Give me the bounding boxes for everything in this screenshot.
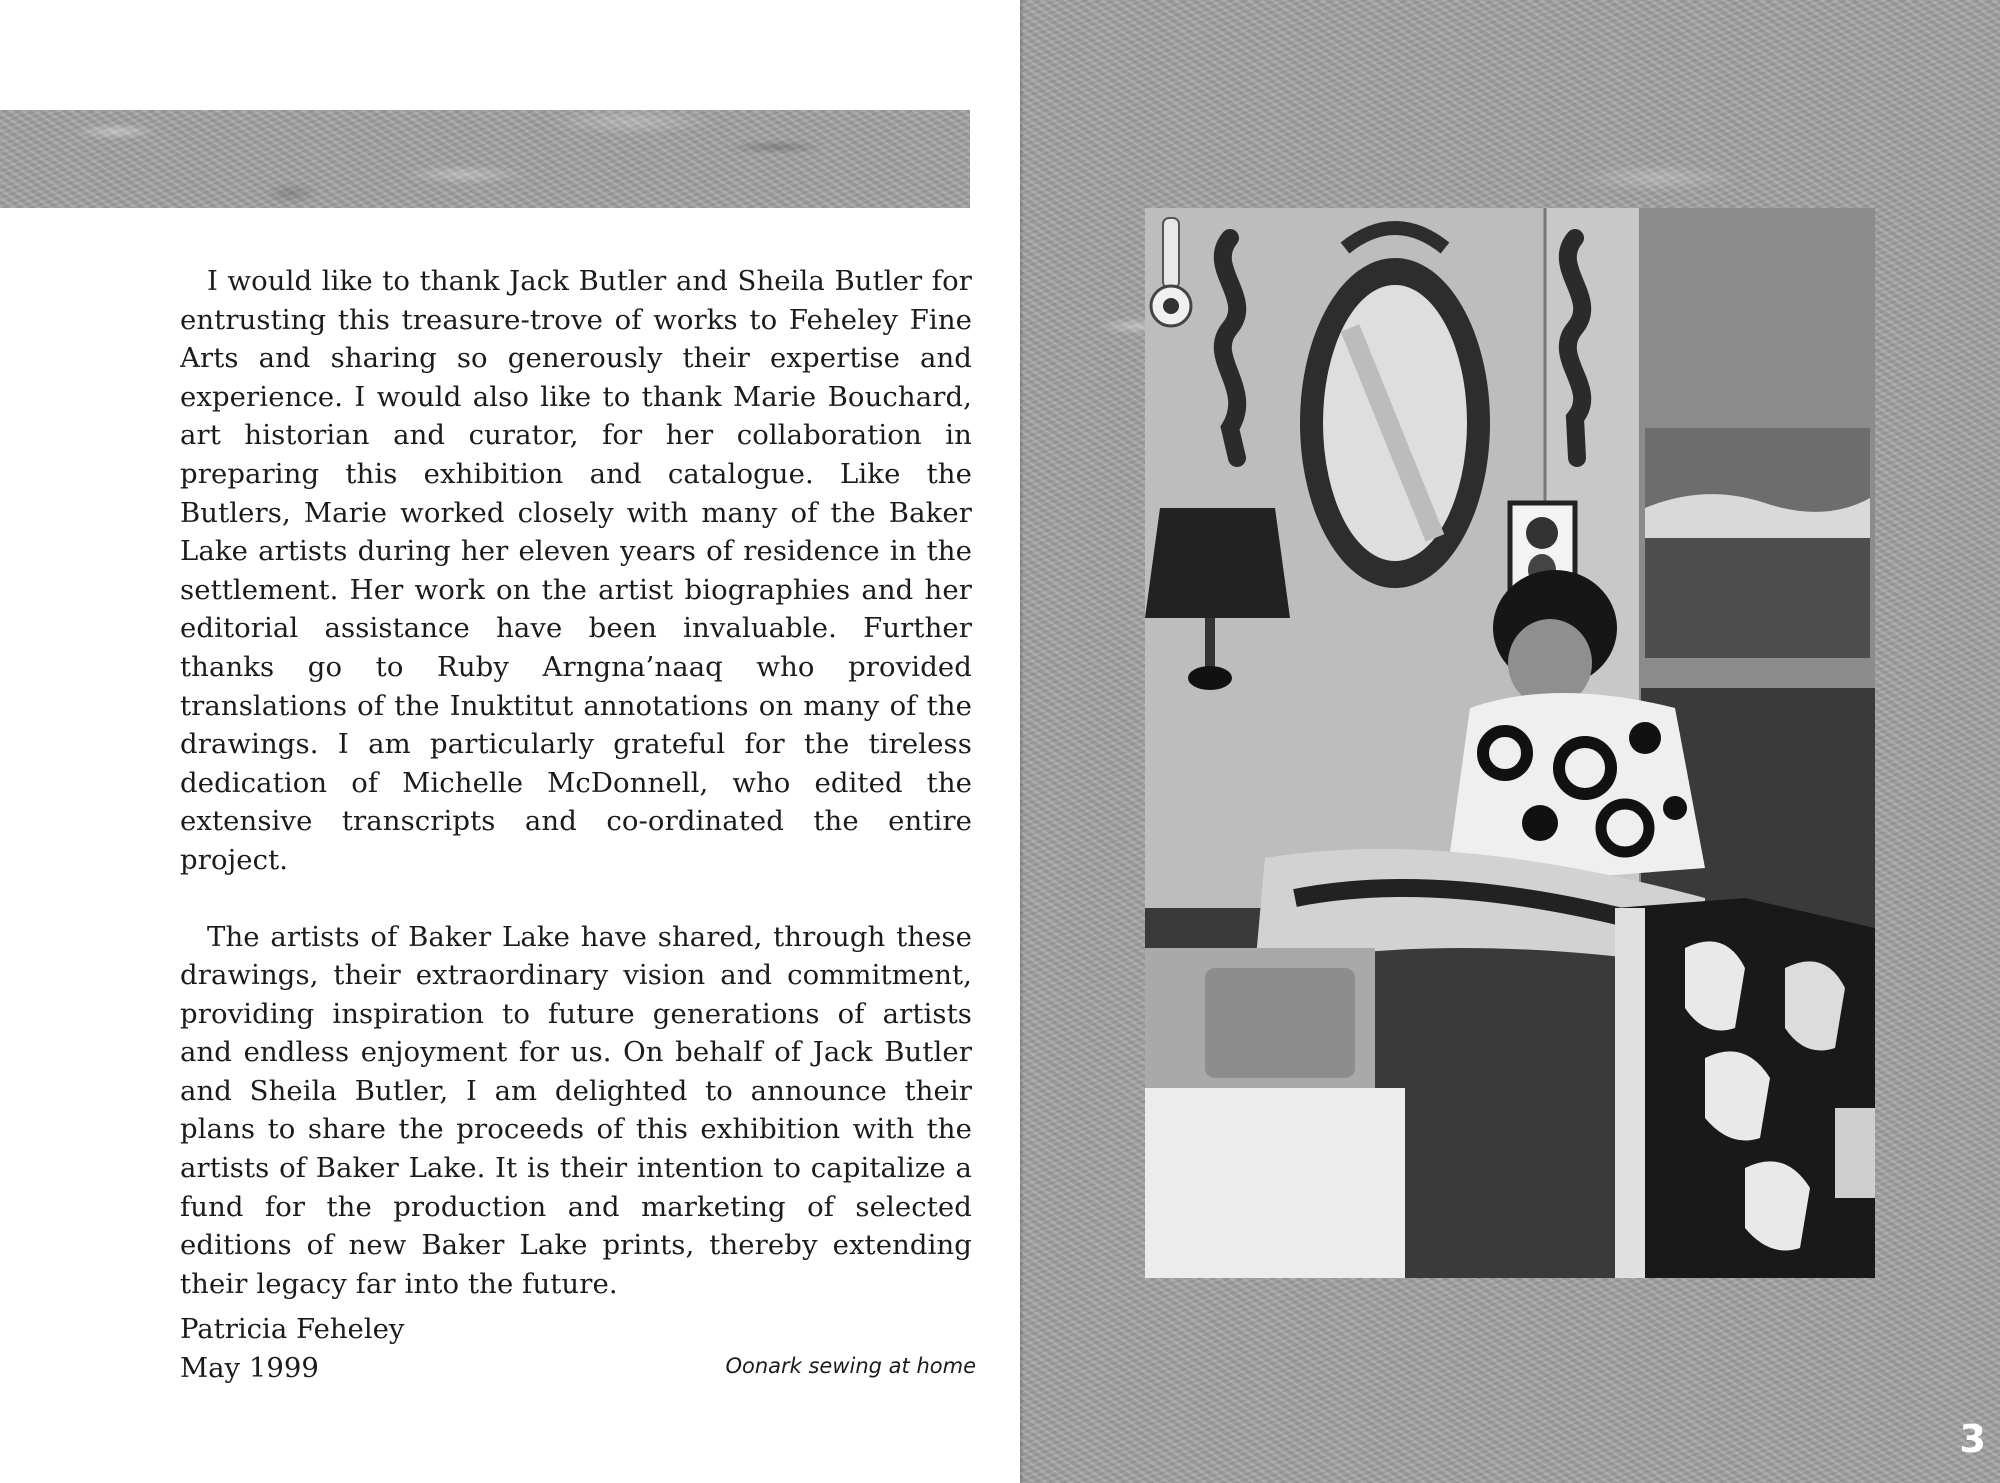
signature-name: Patricia Feheley — [180, 1313, 405, 1345]
decorative-header-band — [0, 110, 970, 208]
page-number: 3 — [1959, 1417, 1986, 1461]
paragraph-artists: The artists of Baker Lake have shared, through these drawings, their extraordinary vision and commitment, providing inspiration to future generations of artists and endless enjoyment for us. On behalf of Jack Butler and Sheila Butler, I am delighted to announce their plans to share the proceeds of this exhibition with the artists of Baker Lake. It is their intention to capitalize a fund for the production and marketing of selected editions of new Baker Lake prints, thereby extending their legacy far into the future. — [180, 920, 972, 1300]
signature-block — [180, 1310, 580, 1388]
signature-date: May 1999 — [180, 1352, 319, 1384]
letter-body — [180, 262, 972, 1303]
photo-caption: Oonark sewing at home — [725, 1354, 976, 1378]
right-page — [1020, 0, 2000, 1483]
photograph — [1145, 208, 1875, 1278]
photograph-illustration — [1145, 208, 1875, 1278]
paragraph-acknowledgements: I would like to thank Jack Butler and Sheila Butler for entrusting this treasure-trove of works to Feheley Fine Arts and sharing so generously their expertise and experience. I would also like to thank Marie Bouchard, art historian and curator, for her collaboration in preparing this exhibition and catalogue. Like the Butlers, Marie worked closely with many of the Baker Lake artists during her eleven years of residence in the settlement. Her work on the artist biographies and her editorial assistance have been invaluable. Further thanks go to Ruby Arngna’naaq who provided translations of the Inuktitut annotations on many of the drawings. I am particularly grateful for the tireless dedication of Michelle McDonnell, who edited the extensive transcripts and co-ordinated the entire project. — [180, 265, 972, 876]
